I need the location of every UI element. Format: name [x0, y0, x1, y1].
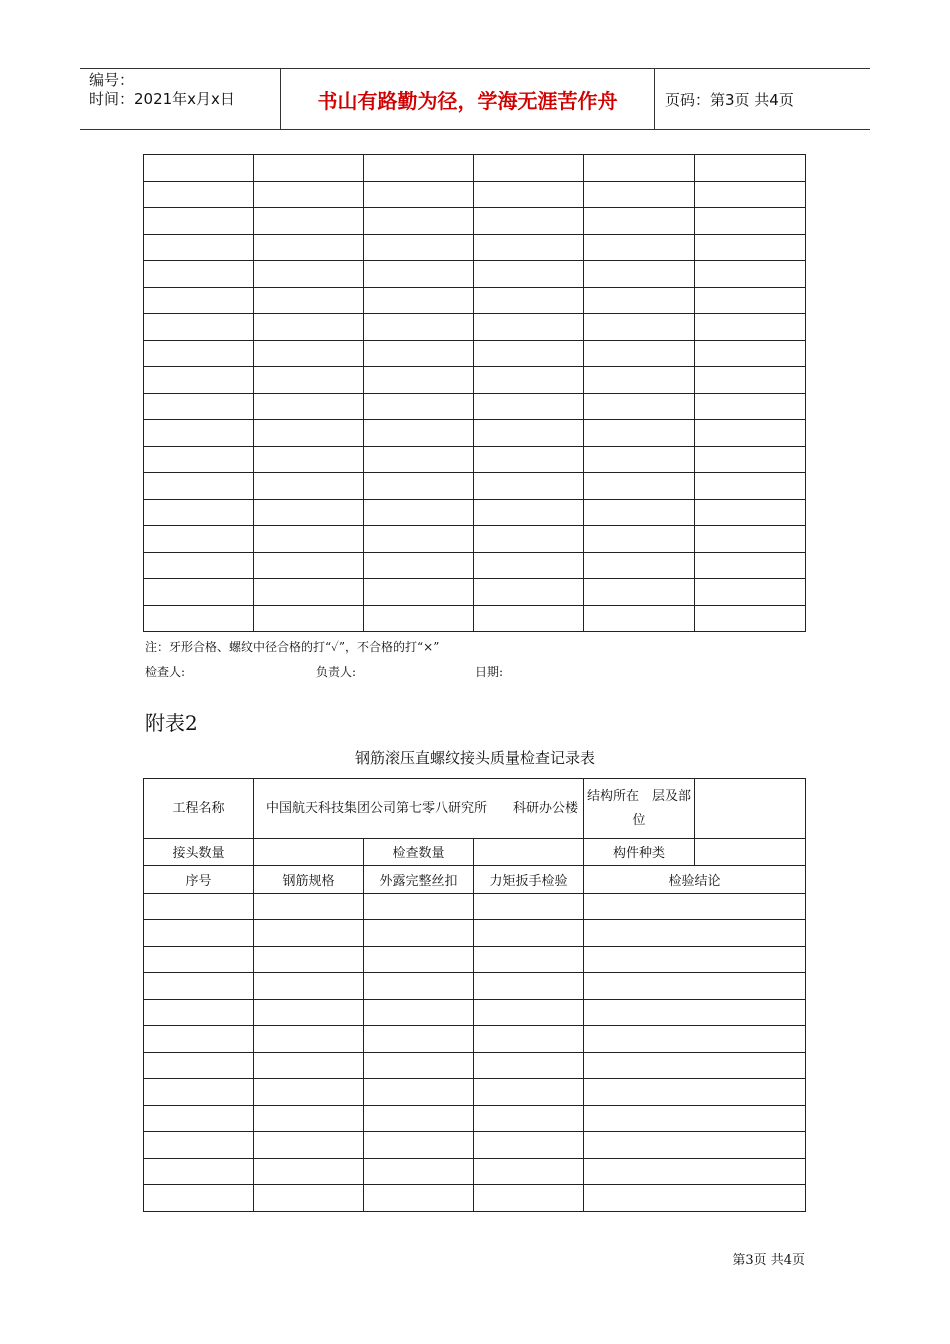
table-cell [584, 155, 695, 182]
table-cell [144, 420, 254, 447]
table-cell [584, 973, 806, 1000]
table-cell [584, 420, 695, 447]
table-cell [695, 261, 806, 288]
table-cell [254, 393, 364, 420]
table-row [144, 367, 806, 394]
inspection-table-continued [143, 154, 806, 632]
table-cell [584, 340, 695, 367]
table-row [144, 999, 806, 1026]
table-cell [474, 287, 584, 314]
table-cell [254, 973, 364, 1000]
page-footer: 第3页 共4页 [732, 1253, 805, 1268]
table-cell [695, 446, 806, 473]
table-row [144, 893, 806, 920]
table-cell [474, 261, 584, 288]
table-cell [254, 367, 364, 394]
inspect-count-value [474, 839, 584, 866]
project-row [144, 779, 806, 839]
table-cell [584, 287, 695, 314]
table-cell [254, 208, 364, 235]
header-motto: 书山有路勤为径，学海无涯苦作舟 [281, 69, 655, 129]
table-cell [144, 181, 254, 208]
table-cell [144, 605, 254, 632]
table-cell [364, 181, 474, 208]
table-cell [474, 393, 584, 420]
table-cell [474, 579, 584, 606]
table-cell [144, 446, 254, 473]
table-row [144, 261, 806, 288]
page-header [80, 68, 870, 130]
table-row [144, 155, 806, 182]
table-cell [584, 920, 806, 947]
table-cell [695, 234, 806, 261]
table-cell [254, 234, 364, 261]
table-cell [254, 1079, 364, 1106]
inspect-count-label: 检查数量 [364, 839, 474, 866]
table-cell [254, 473, 364, 500]
table-cell [584, 1079, 806, 1106]
table-cell [254, 287, 364, 314]
table-row [144, 1185, 806, 1212]
table-cell [254, 340, 364, 367]
table-cell [144, 920, 254, 947]
table-row [144, 920, 806, 947]
table-cell [584, 552, 695, 579]
table-cell [254, 579, 364, 606]
table-cell [144, 499, 254, 526]
table-cell [364, 155, 474, 182]
table-cell [144, 1052, 254, 1079]
table-cell [254, 181, 364, 208]
table-cell [584, 1132, 806, 1159]
table-cell [474, 946, 584, 973]
table-cell [364, 1105, 474, 1132]
table-cell [474, 973, 584, 1000]
table-cell [254, 946, 364, 973]
table-cell [584, 181, 695, 208]
table-cell [144, 208, 254, 235]
table-cell [364, 446, 474, 473]
appendix-label: 附表2 [145, 711, 198, 735]
table-cell [144, 1185, 254, 1212]
table-cell [364, 393, 474, 420]
table-cell [584, 261, 695, 288]
table-cell [364, 499, 474, 526]
table-cell [584, 234, 695, 261]
table-row [144, 287, 806, 314]
table-cell [584, 473, 695, 500]
table-row [144, 579, 806, 606]
table-cell [364, 1052, 474, 1079]
table-cell [584, 446, 695, 473]
table-cell [144, 314, 254, 341]
table-cell [474, 526, 584, 553]
table-cell [695, 393, 806, 420]
table-cell [254, 552, 364, 579]
table-cell [254, 155, 364, 182]
table-cell [584, 999, 806, 1026]
table-cell [364, 999, 474, 1026]
table-cell [144, 526, 254, 553]
date-label: 日期: [475, 665, 504, 679]
table-cell [144, 261, 254, 288]
col-serial: 序号 [144, 865, 254, 893]
table-cell [144, 552, 254, 579]
table-cell [254, 1052, 364, 1079]
table-cell [364, 1132, 474, 1159]
table-cell [144, 1079, 254, 1106]
table-row [144, 314, 806, 341]
table-cell [364, 340, 474, 367]
structure-location-label: 结构所在 层及部位 [584, 779, 695, 839]
table-cell [144, 1158, 254, 1185]
table-cell [364, 367, 474, 394]
table-cell [254, 1026, 364, 1053]
table-cell [254, 446, 364, 473]
table-cell [695, 314, 806, 341]
table-cell [695, 526, 806, 553]
table-row [144, 446, 806, 473]
project-name-value: 中国航天科技集团公司第七零八研究所 科研办公楼 [254, 779, 584, 839]
table-cell [144, 946, 254, 973]
table-row [144, 1052, 806, 1079]
table-cell [364, 261, 474, 288]
table-cell [695, 579, 806, 606]
table-cell [144, 1132, 254, 1159]
table-cell [474, 314, 584, 341]
header-page-code: 页码：第3页 共4页 [665, 90, 794, 109]
joint-count-value [254, 839, 364, 866]
table-cell [474, 499, 584, 526]
table-cell [254, 605, 364, 632]
table-cell [474, 605, 584, 632]
table-cell [474, 893, 584, 920]
table-row [144, 1158, 806, 1185]
table-cell [584, 946, 806, 973]
table-cell [695, 208, 806, 235]
table-cell [584, 367, 695, 394]
table-cell [695, 420, 806, 447]
table-row [144, 1105, 806, 1132]
table-cell [474, 367, 584, 394]
table-row [144, 1132, 806, 1159]
table-cell [144, 1105, 254, 1132]
table-cell [144, 973, 254, 1000]
table-cell [144, 579, 254, 606]
col-conclusion: 检验结论 [584, 865, 806, 893]
table-cell [364, 314, 474, 341]
table-cell [364, 1158, 474, 1185]
table-cell [144, 893, 254, 920]
table-cell [364, 420, 474, 447]
table-cell [584, 579, 695, 606]
table-cell [474, 1026, 584, 1053]
signature-line [145, 663, 745, 681]
table-cell [474, 1079, 584, 1106]
table-cell [474, 420, 584, 447]
table-cell [474, 999, 584, 1026]
count-row [144, 839, 806, 866]
table-cell [254, 526, 364, 553]
table-cell [144, 999, 254, 1026]
table-row [144, 393, 806, 420]
table-cell [474, 340, 584, 367]
table-row [144, 973, 806, 1000]
table-row [144, 526, 806, 553]
table-row [144, 181, 806, 208]
header-meta [80, 69, 281, 129]
rebar-thread-inspection-table [143, 778, 806, 1212]
component-type-label: 构件种类 [584, 839, 695, 866]
table-row [144, 208, 806, 235]
table-cell [474, 181, 584, 208]
table-cell [695, 367, 806, 394]
table-cell [364, 1026, 474, 1053]
table-row [144, 1026, 806, 1053]
table-cell [584, 526, 695, 553]
table-cell [474, 446, 584, 473]
table-cell [474, 1132, 584, 1159]
table-cell [254, 1185, 364, 1212]
table-cell [695, 287, 806, 314]
table-cell [144, 1026, 254, 1053]
table-cell [474, 234, 584, 261]
table-cell [364, 1079, 474, 1106]
document-time-label: 时间：2021年x月x日 [89, 90, 235, 108]
table-cell [584, 893, 806, 920]
table-cell [364, 1185, 474, 1212]
table-cell [584, 1158, 806, 1185]
table-row [144, 552, 806, 579]
component-type-value [695, 839, 806, 866]
document-number-label: 编号： [89, 71, 135, 89]
column-header-row [144, 865, 806, 893]
table-row [144, 605, 806, 632]
project-name-label: 工程名称 [144, 779, 254, 839]
table-cell [144, 287, 254, 314]
table-cell [584, 1105, 806, 1132]
table-note: 注：牙形合格、螺纹中径合格的打“✓”，不合格的打“×” [145, 640, 440, 654]
table-cell [144, 234, 254, 261]
table-cell [254, 420, 364, 447]
table-cell [364, 946, 474, 973]
structure-location-value [695, 779, 806, 839]
table-cell [364, 605, 474, 632]
table-cell [584, 314, 695, 341]
table-row [144, 473, 806, 500]
table-cell [474, 1105, 584, 1132]
table-cell [144, 367, 254, 394]
table-cell [474, 155, 584, 182]
table-cell [254, 499, 364, 526]
table-cell [695, 155, 806, 182]
table-cell [695, 181, 806, 208]
table-cell [364, 208, 474, 235]
table-cell [254, 314, 364, 341]
manager-label: 负责人: [316, 665, 357, 679]
table-cell [364, 920, 474, 947]
table-cell [144, 155, 254, 182]
table-cell [364, 973, 474, 1000]
table-cell [254, 893, 364, 920]
table-row [144, 340, 806, 367]
table-cell [254, 1132, 364, 1159]
table-cell [144, 340, 254, 367]
table-cell [474, 920, 584, 947]
col-exposed-thread: 外露完整丝扣 [364, 865, 474, 893]
table-cell [364, 234, 474, 261]
table-cell [584, 208, 695, 235]
table-row [144, 1079, 806, 1106]
table-cell [254, 261, 364, 288]
table-cell [474, 552, 584, 579]
table-cell [695, 552, 806, 579]
table-row [144, 499, 806, 526]
table-cell [584, 499, 695, 526]
table-cell [254, 1105, 364, 1132]
table-cell [144, 473, 254, 500]
table-cell [474, 1185, 584, 1212]
table-cell [584, 605, 695, 632]
joint-count-label: 接头数量 [144, 839, 254, 866]
table-cell [695, 473, 806, 500]
table-row [144, 946, 806, 973]
table-cell [254, 999, 364, 1026]
table-cell [364, 526, 474, 553]
table-cell [695, 499, 806, 526]
table-cell [474, 1158, 584, 1185]
table-cell [364, 579, 474, 606]
inspector-label: 检查人: [145, 665, 186, 679]
table-cell [364, 552, 474, 579]
table-cell [695, 340, 806, 367]
table-cell [584, 393, 695, 420]
table-cell [364, 287, 474, 314]
table-cell [584, 1052, 806, 1079]
table-row [144, 420, 806, 447]
table-cell [474, 208, 584, 235]
table-cell [474, 473, 584, 500]
table-cell [584, 1185, 806, 1212]
table2-title: 钢筋滚压直螺纹接头质量检查记录表 [354, 749, 595, 767]
table-cell [144, 393, 254, 420]
table-cell [695, 605, 806, 632]
table-cell [474, 1052, 584, 1079]
table-cell [364, 893, 474, 920]
col-rebar-spec: 钢筋规格 [254, 865, 364, 893]
table-cell [364, 473, 474, 500]
table-cell [254, 920, 364, 947]
table-cell [584, 1026, 806, 1053]
col-torque-check: 力矩扳手检验 [474, 865, 584, 893]
table-row [144, 234, 806, 261]
table-cell [254, 1158, 364, 1185]
